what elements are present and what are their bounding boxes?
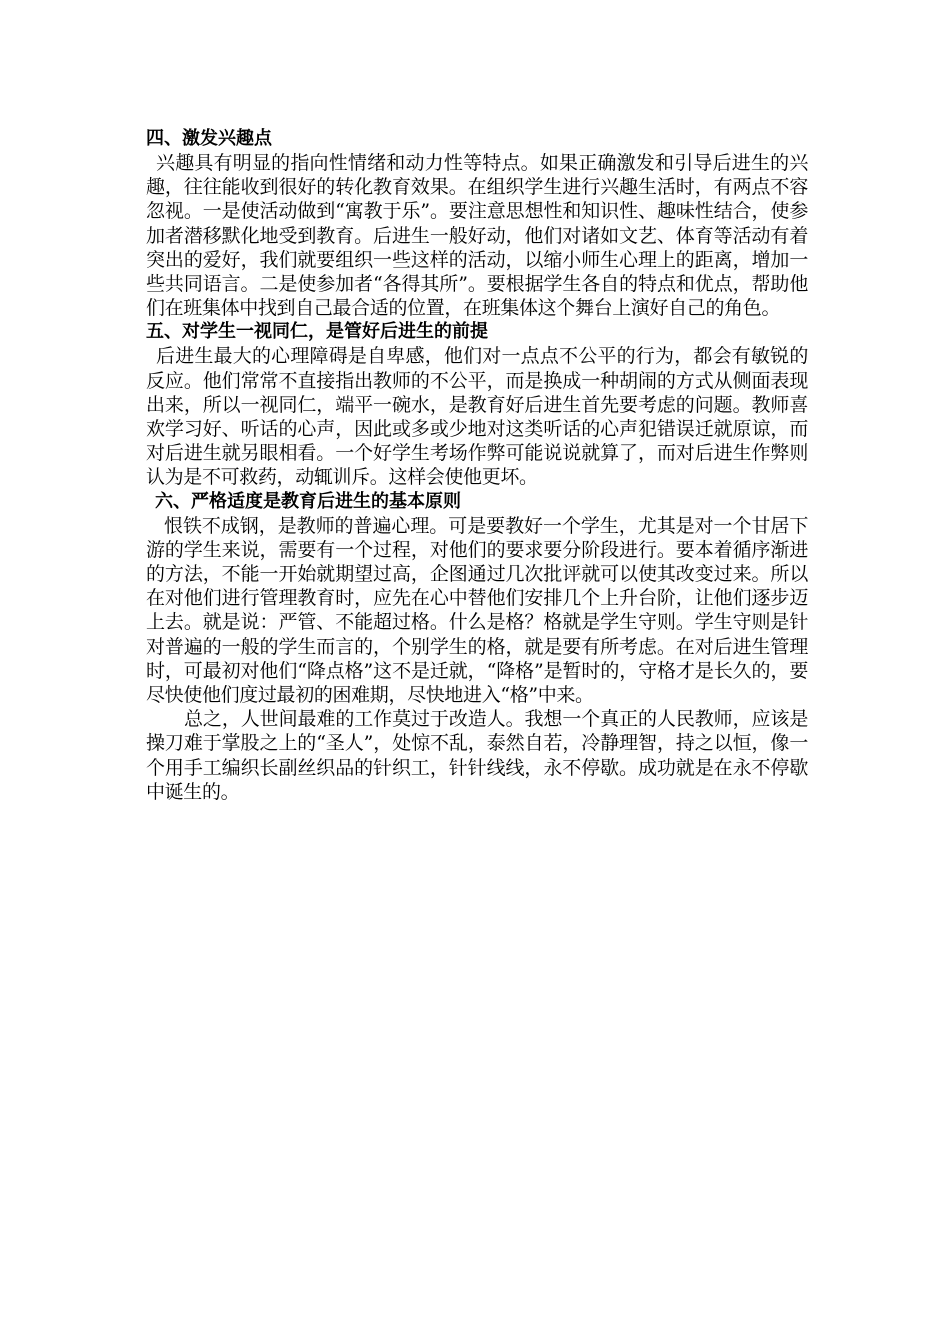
section-heading-4: 四、激发兴趣点 [146, 128, 272, 149]
conclusion-paragraph: 总之，人世间最难的工作莫过于改造人。我想一个真正的人民教师，应该是操刀难于掌股之上的“圣人”，处惊不乱，泰然自若，冷静理智，持之以恒，像一个用手工编织长副丝织品的针织工，针针线线，永不停歇。成功就是在永不停歇中诞生的。 [146, 708, 808, 803]
document-page [146, 127, 808, 804]
section-5-paragraph: 后进生最大的心理障碍是自卑感，他们对一点点不公平的行为，都会有敏锐的反应。他们常常不直接指出教师的不公平，而是换成一种胡闹的方式从侧面表现出来，所以一视同仁，端平一碗水，是教育好后进生首先要考虑的问题。教师喜欢学习好、听话的心声，因此或多或少地对这类听话的心声犯错误迁就原谅，而对后进生就另眼相看。一个好学生考场作弊可能说说就算了，而对后进生作弊则认为是不可救药，动辄训斥。这样会使他更坏。 [146, 345, 808, 489]
section-6-paragraph: 恨铁不成钢，是教师的普遍心理。可是要教好一个学生，尤其是对一个甘居下游的学生来说，需要有一个过程，对他们的要求要分阶段进行。要本着循序渐进的方法，不能一开始就期望过高，企图通过几次批评就可以使其改变过来。所以在对他们进行管理教育时，应先在心中替他们安排几个上升台阶，让他们逐步迈上去。就是说：严管、不能超过格。什么是格？格就是学生守则。学生守则是针对普遍的一般的学生而言的，个别学生的格，就是要有所考虑。在对后进生管理时，可最初对他们“降点格”这不是迁就，“降格”是暂时的，守格才是长久的，要尽快使他们度过最初的困难期，尽快地进入“格”中来。 [146, 514, 808, 707]
section-heading-6: 六、严格适度是教育后进生的基本原则 [155, 490, 461, 512]
section-heading-5: 五、对学生一视同仁，是管好后进生的前提 [146, 321, 488, 343]
section-4-paragraph: 兴趣具有明显的指向性情绪和动力性等特点。如果正确激发和引导后进生的兴趣，往往能收到很好的转化教育效果。在组织学生进行兴趣生活时，有两点不容忽视。一是使活动做到“寓教于乐”。要注意思想性和知识性、趣味性结合，使参加者潜移默化地受到教育。后进生一般好动，他们对诸如文艺、体育等活动有着突出的爱好，我们就要组织一些这样的活动，以缩小师生心理上的距离，增加一些共同语言。二是使参加者“各得其所”。要根据学生各自的特点和优点，帮助他们在班集体中找到自己最合适的位置，在班集体这个舞台上演好自己的角色。 [146, 152, 808, 320]
